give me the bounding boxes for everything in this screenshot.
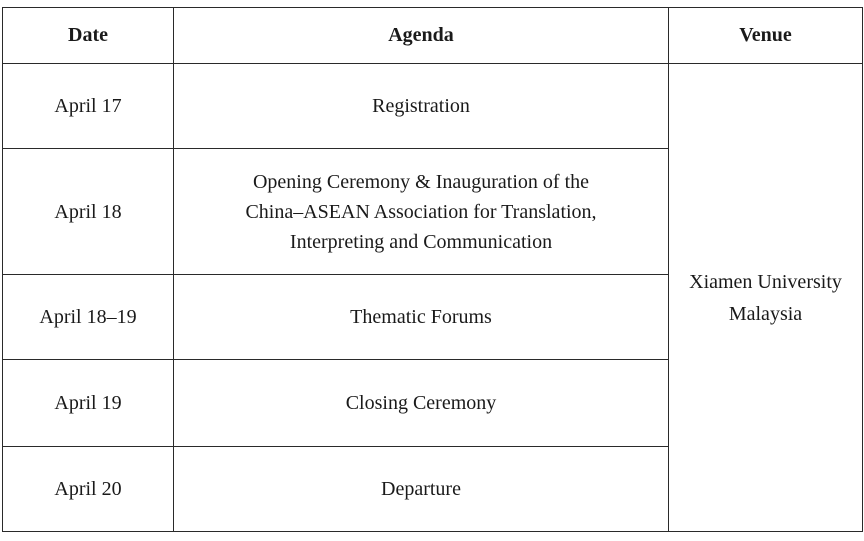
date-cell: April 20	[3, 447, 174, 532]
date-cell: April 18–19	[3, 275, 174, 360]
agenda-header: Agenda	[174, 8, 669, 64]
agenda-line: Thematic Forums	[350, 306, 492, 328]
venue-line: Xiamen University	[689, 270, 842, 293]
header-row	[3, 8, 863, 64]
date-cell: April 19	[3, 360, 174, 447]
date-header: Date	[3, 8, 174, 64]
agenda-line: Closing Ceremony	[345, 392, 497, 414]
venue-header: Venue	[669, 8, 863, 64]
agenda-line: Interpreting and Communication	[289, 230, 553, 253]
agenda-line: Registration	[372, 95, 470, 117]
agenda-cell	[174, 149, 669, 275]
agenda-cell	[174, 64, 669, 149]
agenda-line: China–ASEAN Association for Translation,	[245, 200, 597, 223]
date-cell: April 17	[3, 64, 174, 149]
agenda-line: Departure	[381, 478, 461, 500]
agenda-cell	[174, 275, 669, 360]
agenda-cell	[174, 360, 669, 447]
table-row	[3, 64, 863, 149]
agenda-cell	[174, 447, 669, 532]
venue-line: Malaysia	[728, 302, 803, 325]
event-schedule-table	[2, 7, 863, 532]
venue-cell	[669, 64, 863, 532]
date-cell: April 18	[3, 149, 174, 275]
agenda-line: Opening Ceremony & Inauguration of the	[252, 170, 590, 193]
